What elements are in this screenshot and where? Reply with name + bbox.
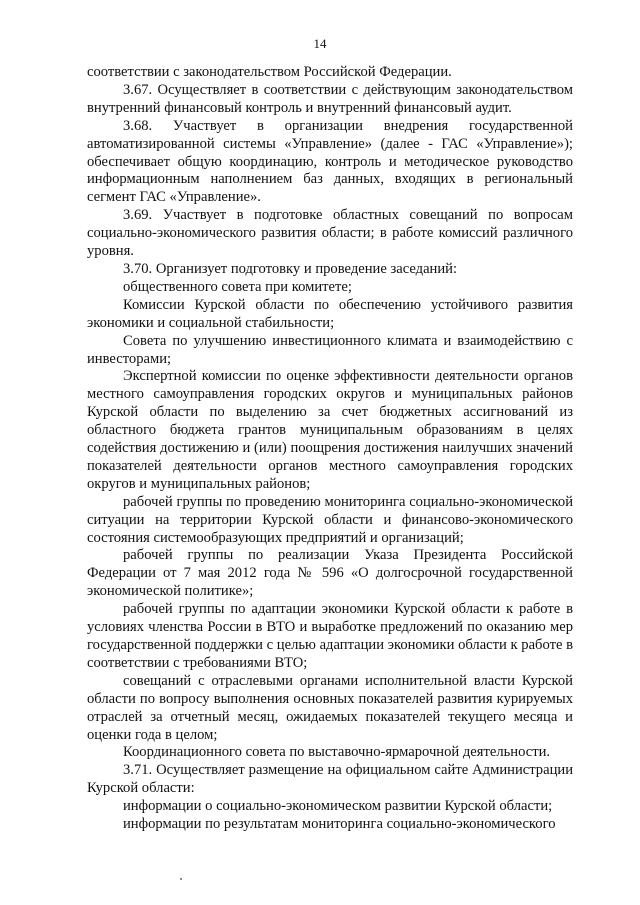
- list-item-expert-commission: Экспертной комиссии по оценке эффективности деятельности органов местного самоуправления городских округов и муниципальных районов Курской области по выделению за счет бюджетных ассигнований из областного бюджета грантов муниципальным образованиям в целях содействия достижению и (или) поощрения достижения наилучших значений показателей деятельности органов местного самоуправления городских округов и муниципальных районов;: [87, 368, 573, 492]
- list-item-decree-group: рабочей группы по реализации Указа Президента Российской Федерации от 7 мая 2012 года № 596 «О долгосрочной государственной экономической политике»;: [87, 547, 573, 600]
- list-item-wto-group: рабочей группы по адаптации экономики Курской области к работе в условиях членства России в ВТО и выработке предложений по оказанию мер государственной поддержки с целью адаптации экономики области к работе в соответствии с требованиями ВТО;: [87, 601, 573, 671]
- paragraph-3-71: 3.71. Осуществляет размещение на официальном сайте Администрации Курской области:: [87, 762, 573, 797]
- paragraph-3-69: 3.69. Участвует в подготовке областных совещаний по вопросам социально-экономического развития области; в работе комиссий различного уровня.: [87, 207, 573, 260]
- list-item-socioeconomic-info: информации о социально-экономическом развитии Курской области;: [123, 798, 553, 815]
- list-item-stability-commission: Комиссии Курской области по обеспечению устойчивого развития экономики и социальной стабильности;: [87, 296, 573, 331]
- list-item-public-council: общественного совета при комитете;: [123, 278, 352, 295]
- document-body: [87, 64, 573, 834]
- scan-dot: [180, 878, 182, 880]
- list-item-monitoring-info: информации по результатам мониторинга социально-экономического: [123, 816, 556, 833]
- list-item-monitoring-group: рабочей группы по проведению мониторинга социально-экономической ситуации на территории Курской области и финансово-экономического состояния системообразующих предприятий и организаций;: [87, 493, 573, 546]
- page-number: 14: [313, 36, 327, 51]
- paragraph-3-68: 3.68. Участвует в организации внедрения государственной автоматизированной системы «Управление» (далее - ГАС «Управление»); обеспечивает общую координацию, контроль и методическое руководство информационным наполнением баз данных, входящих в региональный сегмент ГАС «Управление».: [87, 117, 573, 206]
- paragraph-3-70: 3.70. Организует подготовку и проведение заседаний:: [123, 260, 458, 277]
- paragraph-continuation: соответствии с законодательством Российской Федерации.: [87, 64, 452, 80]
- list-item-exhibition-council: Координационного совета по выставочно-ярмарочной деятельности.: [123, 744, 551, 761]
- paragraph-3-67: 3.67. Осуществляет в соответствии с действующим законодательством внутренний финансовый контроль и внутренний финансовый аудит.: [87, 81, 573, 116]
- list-item-sector-meetings: совещаний с отраслевыми органами исполнительной власти Курской области по вопросу выполнения основных показателей развития курируемых отраслей за отчетный месяц, ожидаемых показателей текущего месяца и оценки года в целом;: [87, 672, 573, 743]
- list-item-investment-council: Совета по улучшению инвестиционного климата и взаимодействию с инвесторами;: [87, 332, 573, 367]
